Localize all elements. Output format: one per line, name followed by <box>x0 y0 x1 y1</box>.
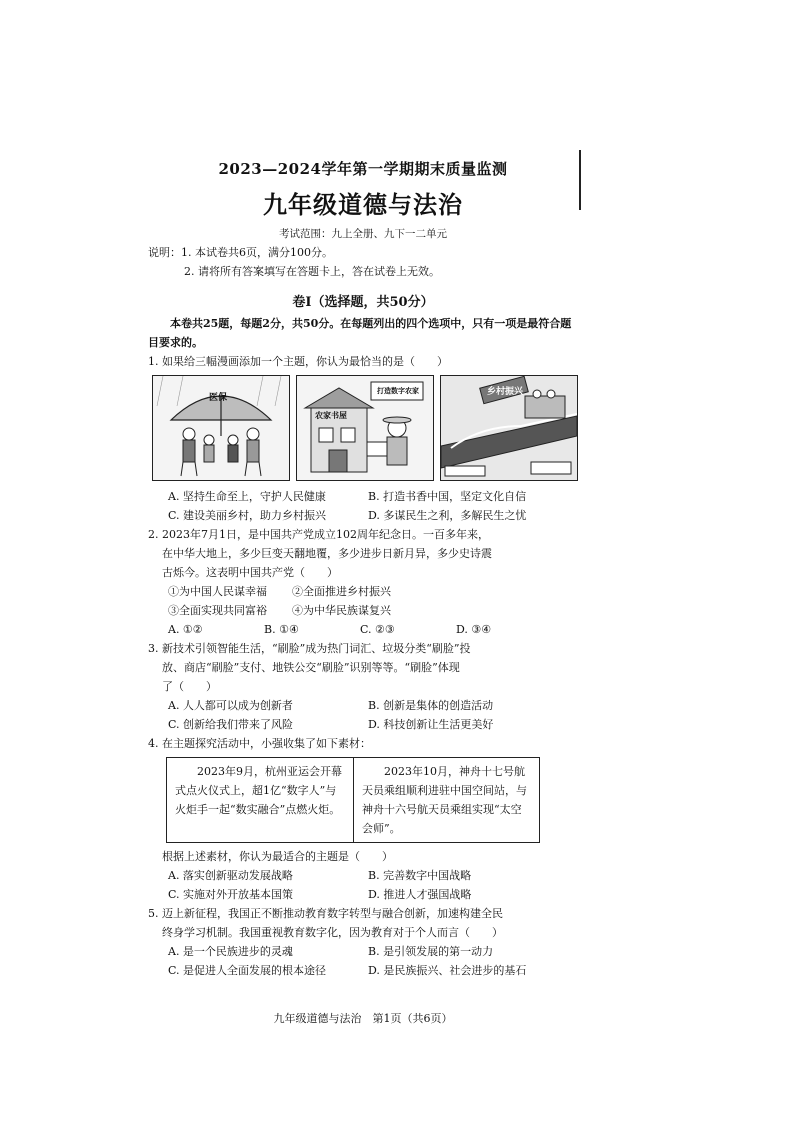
material-asian-games: 2023年9月，杭州亚运会开幕式点火仪式上，超1亿“数字人”与火炬手一起“数实融合”点燃火炬。 <box>175 765 342 816</box>
q5-option-a[interactable]: A. 是一个民族进步的灵魂 <box>168 945 293 958</box>
q2-statement-2: ②全面推进乡村振兴 <box>292 585 391 598</box>
question-4-follow-up: 根据上述素材，你认为最适合的主题是（ ） <box>162 850 393 863</box>
q2-option-c[interactable]: C. ②③ <box>360 623 395 636</box>
cartoon-rural-revitalization <box>440 375 578 481</box>
q1-option-b[interactable]: B. 打造书香中国，坚定文化自信 <box>368 490 527 503</box>
cartoon1-label: 医保 <box>209 393 228 403</box>
q5-option-c[interactable]: C. 是促进人全面发展的根本途径 <box>168 964 327 977</box>
question-1-options <box>148 487 578 525</box>
page-footer: 九年级道德与法治 第1页（共6页） <box>273 1012 453 1025</box>
question-4-materials <box>166 757 540 843</box>
cartoon-farm-library <box>296 375 434 481</box>
q3-option-a[interactable]: A. 人人都可以成为创新者 <box>168 699 293 712</box>
q2-option-b[interactable]: B. ①④ <box>264 623 299 636</box>
question-3-options <box>148 696 578 734</box>
exam-title: 2023—2024学年第一学期期末质量监测 <box>218 160 508 178</box>
question-5-stem-line2: 终身学习机制。我国重视教育数字化，因为教育对于个人而言（ ） <box>162 926 503 939</box>
cartoon-medical-insurance <box>152 375 290 481</box>
question-2-stem-line2: 在中华大地上，多少巨变天翻地覆，多少进步日新月异，多少史诗震 <box>162 547 492 560</box>
question-5-options <box>148 942 578 980</box>
question-2-stem-line1: 2. 2023年7月1日，是中国共产党成立102周年纪念日。一百多年来， <box>148 528 489 541</box>
q1-option-c[interactable]: C. 建设美丽乡村，助力乡村振兴 <box>168 509 327 522</box>
question-5-stem-line1: 5. 迈上新征程，我国正不断推动教育数字转型与融合创新，加速构建全民 <box>148 907 503 920</box>
question-4-stem: 4. 在主题探究活动中，小强收集了如下素材： <box>148 737 371 750</box>
q5-option-b[interactable]: B. 是引领发展的第一动力 <box>368 945 494 958</box>
question-1-stem: 1. 如果给三幅漫画添加一个主题，你认为最恰当的是（ ） <box>148 355 448 368</box>
q5-option-d[interactable]: D. 是民族振兴、社会进步的基石 <box>368 964 527 977</box>
question-3-stem-line2: 放、商店“刷脸”支付、地铁公交“刷脸”识别等等。“刷脸”体现 <box>162 661 460 674</box>
question-1-cartoons <box>148 375 578 481</box>
q3-option-d[interactable]: D. 科技创新让生活更美好 <box>368 718 494 731</box>
q1-option-a[interactable]: A. 坚持生命至上，守护人民健康 <box>168 490 326 503</box>
q2-statement-1: ①为中国人民谋幸福 <box>168 585 267 598</box>
q2-option-a[interactable]: A. ①② <box>168 623 203 636</box>
instruction-2: 2. 请将所有答案填写在答题卡上，答在试卷上无效。 <box>184 265 440 278</box>
exam-scope: 考试范围：九上全册、九下一二单元 <box>279 228 447 240</box>
q3-option-c[interactable]: C. 创新给我们带来了风险 <box>168 718 294 731</box>
section-title: 卷Ⅰ（选择题，共50分） <box>292 295 434 310</box>
cartoon2-label: 农家书屋 <box>315 411 347 420</box>
cartoon3-label: 乡村振兴 <box>487 387 524 397</box>
instruction-1: 说明：1. 本试卷共6页，满分100分。 <box>148 246 333 259</box>
question-2-statements <box>148 582 578 620</box>
q4-option-d[interactable]: D. 推进人才强国战略 <box>368 888 472 901</box>
q4-option-a[interactable]: A. 落实创新驱动发展战略 <box>168 869 293 882</box>
subject-title: 九年级道德与法治 <box>263 190 463 219</box>
q2-option-d[interactable]: D. ③④ <box>456 623 492 636</box>
margin-rule <box>579 150 581 210</box>
q3-option-b[interactable]: B. 创新是集体的创造活动 <box>368 699 494 712</box>
question-2-stem-line3: 古烁今。这表明中国共产党（ ） <box>162 566 338 579</box>
q4-option-c[interactable]: C. 实施对外开放基本国策 <box>168 888 294 901</box>
question-4-options <box>148 866 578 904</box>
cartoon2-sign: 打造数字农家 <box>377 387 419 395</box>
exam-page <box>148 150 578 1025</box>
question-2-options <box>148 620 578 639</box>
q2-statement-4: ④为中华民族谋复兴 <box>292 604 391 617</box>
question-3-stem-line3: 了（ ） <box>162 680 217 693</box>
material-shenzhou: 2023年10月，神舟十七号航天员乘组顺利进驻中国空间站，与神舟十六号航天员乘组实现“太空会师”。 <box>353 758 539 842</box>
section-intro: 本卷共25题，每题2分，共50分。在每题列出的四个选项中，只有一项是最符合题目要求的。 <box>148 317 572 349</box>
question-3-stem-line1: 3. 新技术引领智能生活，“刷脸”成为热门词汇、垃圾分类“刷脸”投 <box>148 642 471 655</box>
q2-statement-3: ③全面实现共同富裕 <box>168 604 267 617</box>
q4-option-b[interactable]: B. 完善数字中国战略 <box>368 869 472 882</box>
q1-option-d[interactable]: D. 多谋民生之利，多解民生之忧 <box>368 509 527 522</box>
